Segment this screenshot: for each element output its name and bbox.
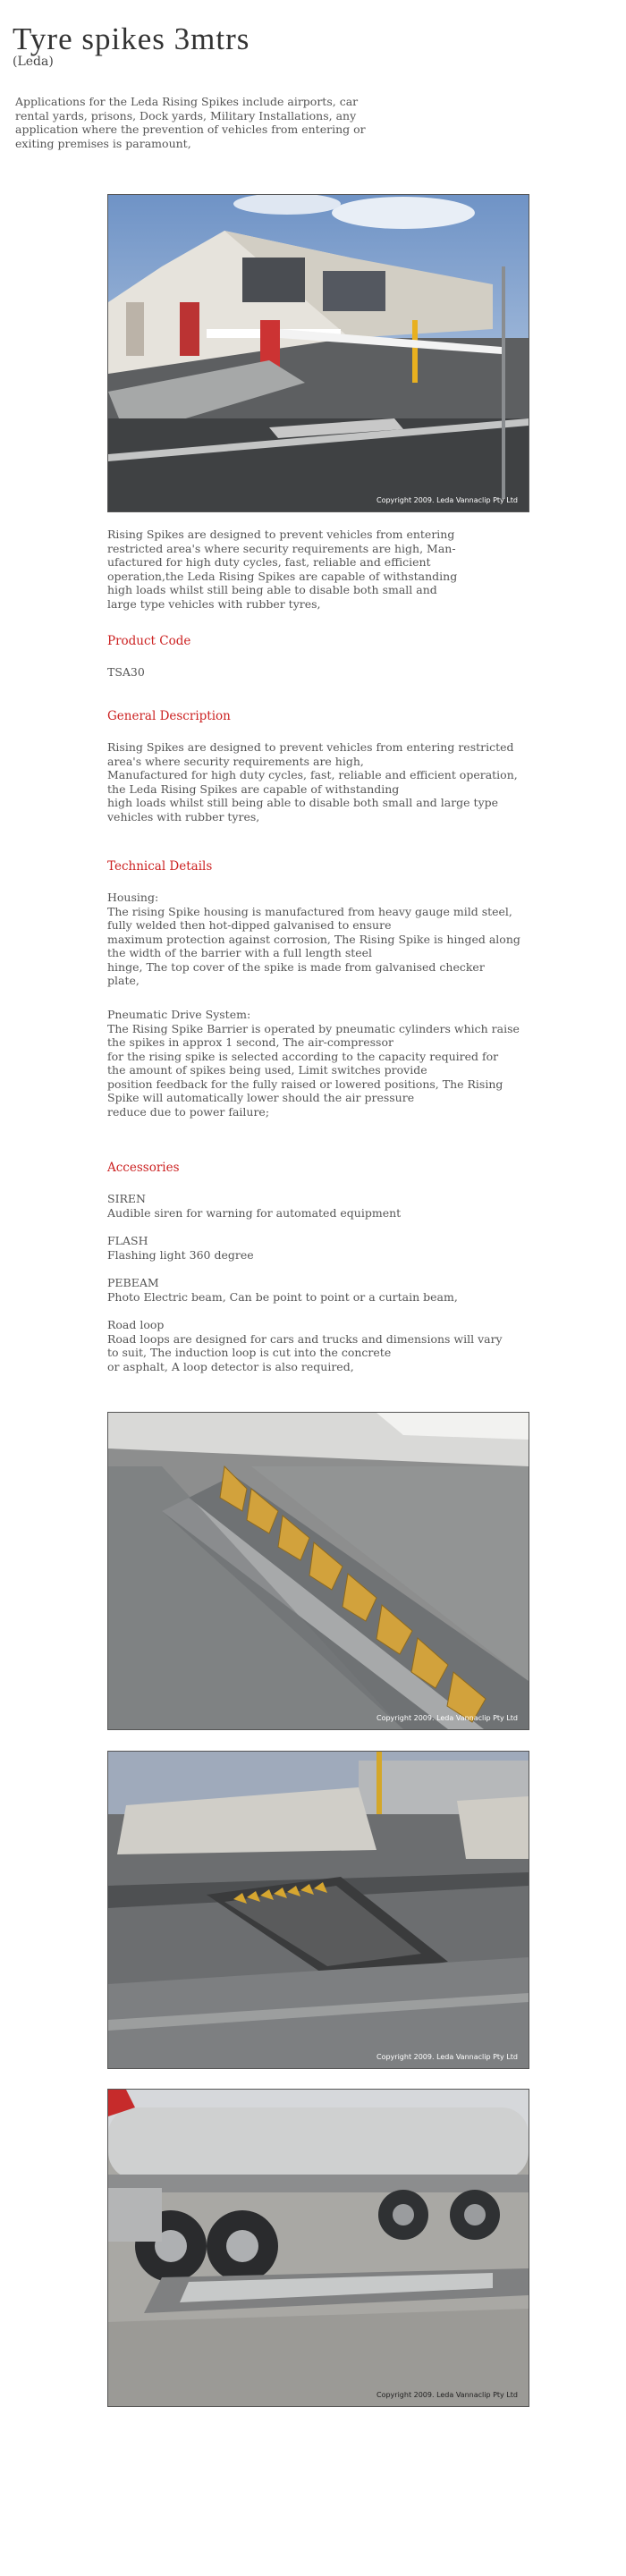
general-line: vehicles with rubber tyres, <box>107 809 260 823</box>
photo-spikes-closeup <box>107 1412 529 1730</box>
intro-line: exiting premises is paramount, <box>15 136 191 150</box>
general-line: Manufactured for high duty cycles, fast, reliable and efficient operation, <box>107 768 518 781</box>
housing-line: hinge, The top cover of the spike is made from galvanised checker <box>107 959 485 974</box>
page-title: Tyre spikes 3mtrs <box>13 21 250 56</box>
accessory-description: Road loops are designed for cars and trucks and dimensions will vary <box>107 1331 503 1346</box>
accessory-name: FLASH <box>107 1234 148 1247</box>
product-code-value: TSA30 <box>107 665 145 679</box>
accessory-description: Audible siren for warning for automated equipment <box>107 1205 402 1220</box>
photo-boom-gate-building <box>107 194 529 512</box>
housing-line: maximum protection against corrosion, The Rising Spike is hinged along <box>107 932 520 946</box>
pneumatic-line: for the rising spike is selected according to the capacity required for <box>107 1049 499 1063</box>
technical-pneumatic-paragraph <box>107 1008 520 1119</box>
technical-housing-paragraph <box>107 891 520 988</box>
accessory-description: to suit, The induction loop is cut into the concrete <box>107 1346 392 1359</box>
general-description-heading: General Description <box>107 709 231 723</box>
pneumatic-line: position feedback for the fully raised or lowered positions, The Rising <box>107 1077 503 1091</box>
intro-line: rental yards, prisons, Dock yards, Military Installations, any <box>15 108 357 122</box>
pneumatic-line: the spikes in approx 1 second, The air-compressor <box>107 1035 393 1049</box>
housing-line: plate, <box>107 974 140 987</box>
page-subtitle: (Leda) <box>13 55 54 69</box>
general-line: the Leda Rising Spikes are capable of withstanding <box>107 781 400 796</box>
technical-details-heading: Technical Details <box>107 859 213 874</box>
summary-line: high loads whilst still being able to disable both small and <box>107 583 437 596</box>
housing-line: The rising Spike housing is manufactured from heavy gauge mild steel, <box>107 904 512 918</box>
summary-line: Rising Spikes are designed to prevent vehicles from entering <box>107 528 455 541</box>
housing-line: the width of the barrier with a full length steel <box>107 946 373 959</box>
accessory-description: Photo Electric beam, Can be point to point or a curtain beam, <box>107 1289 458 1304</box>
summary-paragraph <box>107 528 514 611</box>
summary-line: large type vehicles with rubber tyres, <box>107 596 321 611</box>
photo-copyright: Copyright 2009. Leda Vannaclip Pty Ltd <box>376 2053 518 2061</box>
pneumatic-line: The Rising Spike Barrier is operated by pneumatic cylinders which raise <box>107 1021 520 1035</box>
photo-copyright: Copyright 2009. Leda Vannaclip Pty Ltd <box>376 496 518 504</box>
photo-copyright: Copyright 2009. Leda Vannaclip Pty Ltd <box>376 1714 518 1722</box>
general-line: area's where security requirements are high, <box>107 754 364 768</box>
accessory-name: SIREN <box>107 1192 146 1205</box>
accessory-description: or asphalt, A loop detector is also required, <box>107 1359 354 1373</box>
intro-paragraph <box>15 95 373 150</box>
pneumatic-line: reduce due to power failure; <box>107 1104 270 1119</box>
pneumatic-line: the amount of spikes being used, Limit switches provide <box>107 1063 427 1077</box>
pneumatic-line: Spike will automatically lower should the air pressure <box>107 1091 415 1104</box>
summary-line: ufactured for high duty cycles, fast, reliable and efficient <box>107 555 431 569</box>
general-description-paragraph <box>107 740 518 823</box>
accessory-pebeam <box>107 1276 514 1304</box>
accessory-flash <box>107 1234 514 1262</box>
pneumatic-line: Pneumatic Drive System: <box>107 1008 251 1021</box>
accessories-heading: Accessories <box>107 1161 180 1175</box>
summary-line: restricted area's where security requirements are high, Man- <box>107 541 456 555</box>
accessory-siren <box>107 1192 514 1220</box>
housing-line: fully welded then hot-dipped galvanised to ensure <box>107 918 392 932</box>
accessory-road-loop <box>107 1318 514 1373</box>
photo-spikes-roadway <box>107 1751 529 2069</box>
accessory-description: Flashing light 360 degree <box>107 1247 254 1262</box>
summary-line: operation,the Leda Rising Spikes are capable of withstanding <box>107 569 458 583</box>
accessory-name: PEBEAM <box>107 1276 159 1289</box>
general-line: high loads whilst still being able to disable both small and large type <box>107 796 499 809</box>
product-code-heading: Product Code <box>107 634 191 648</box>
intro-line: Applications for the Leda Rising Spikes include airports, car <box>15 95 359 108</box>
general-line: Rising Spikes are designed to prevent vehicles from entering restricted <box>107 740 514 754</box>
photo-truck-over-spikes <box>107 2089 529 2407</box>
photo-copyright: Copyright 2009. Leda Vannaclip Pty Ltd <box>376 2391 518 2399</box>
intro-line: application where the prevention of vehicles from entering or <box>15 122 366 136</box>
housing-line: Housing: <box>107 891 159 904</box>
accessory-name: Road loop <box>107 1318 165 1331</box>
